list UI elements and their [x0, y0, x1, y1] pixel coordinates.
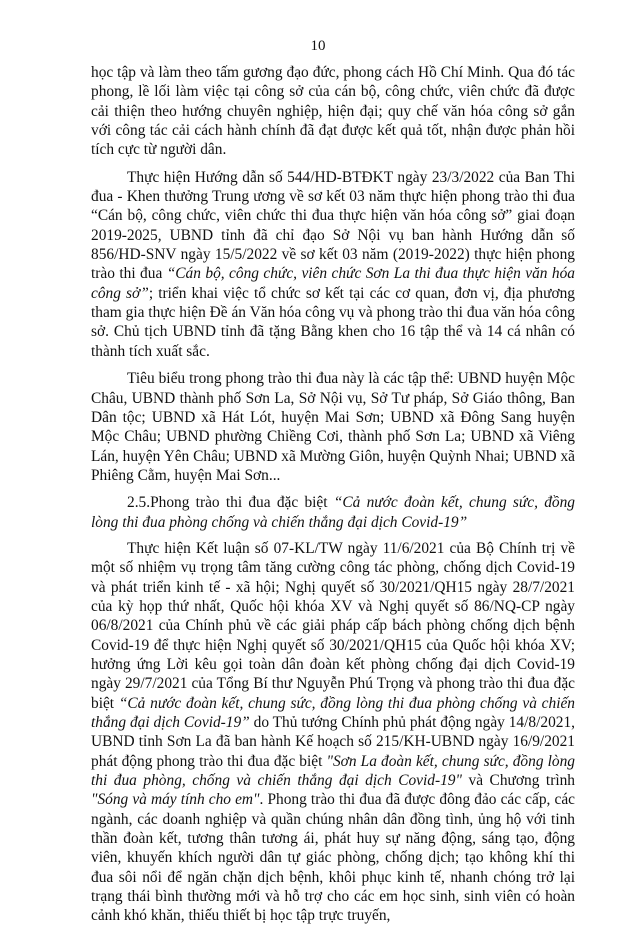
paragraph-text: học tập và làm theo tấm gương đạo đức, phong cách Hồ Chí Minh. Qua đó tác phong, lề lối làm việc tại công sở của cán bộ, công chức, viên chức đã được cải thiện theo hướng chuyên nghiệp, hiện đại; quy chế văn hóa công sở gắn với công tác cải cách hành chính đã đạt được kết quả tốt, nhận được phản hồi tích cực từ người dân. [91, 64, 575, 159]
paragraph-text: do Thủ tướng Chính phủ phát động ngày 14/8/2021, UBND tỉnh Sơn La đã ban hành Kế hoạch số 215/KH-UBND ngày 16/9/2021 phát động phong trào thi đua đặc biệt [91, 714, 576, 770]
paragraph-typical-collectives [91, 369, 575, 485]
paragraph-text: Thực hiện Kết luận số 07-KL/TW ngày 11/6/2021 của Bộ Chính trị về một số nhiệm vụ trọng tâm tăng cường công tác phòng, chống dịch Covid-19 và phát triển kinh tế - xã hội; Nghị quyết số 30/2021/QH15 ngày 28/7/2021 của kỳ họp thứ nhất, Quốc hội khóa XV và Nghị quyết số 86/NQ-CP ngày 06/8/2021 của Chính phủ về các giải pháp cấp bách phòng chống dịch bệnh Covid-19 để thực hiện Nghị quyết số 30/2021/QH15 của Quốc hội khóa XV; hưởng ứng Lời kêu gọi toàn dân đoàn kết phòng chống đại dịch Covid-19 ngày 29/7/2021 của Tổng Bí thư Nguyễn Phú Trọng và phong trào thi đua đặc biệt [91, 539, 575, 712]
section-heading-2-5 [91, 493, 575, 532]
section-heading-title-italic: “Cả nước đoàn kết, chung sức, đồng lòng thi đua phòng chống và chiến thắng đại dịch Covid-19” [91, 494, 575, 531]
movement-title-italic: “Cán bộ, công chức, viên chức Sơn La thi đua thực hiện văn hóa công sở” [91, 265, 575, 302]
paragraph-text: và Chương trình [461, 772, 575, 790]
paragraph-text: . Phong trào thi đua đã được đông đảo các cấp, các ngành, các doanh nghiệp và quần chúng nhân dân đồng tình, ủng hộ với tinh thần đoàn kết, tương thân tương ái, phát huy sự năng động, sáng tạo, động viên, khuyến khích người dân tự giác phòng, chống dịch; tạo không khí thi đua sôi nổi để ngăn chặn dịch bệnh, khôi phục kinh tế, nhanh chóng trở lại trạng thái bình thường mới và hỗ trợ cho các em học sinh, sinh viên có hoàn cảnh khó khăn, thiếu thiết bị học tập trực truyến, [91, 791, 575, 925]
page-number: 10 [310, 38, 326, 54]
paragraph-text: ; triển khai việc tổ chức sơ kết tại các cơ quan, đơn vị, địa phương tham gia thực hiện Đề án Văn hóa công vụ và phong trào thi đua văn hóa công sở. Chủ tịch UBND tỉnh đã tặng Bằng khen cho 16 tập thể và 14 cá nhân có thành tích xuất sắc. [91, 284, 575, 360]
national-slogan-italic: “Cả nước đoàn kết, chung sức, đồng lòng thi đua phòng chống và chiến thắng đại dịch Covid-19” [91, 694, 575, 731]
son-la-slogan-italic: "Sơn La đoàn kết, chung sức, đồng lòng thi đua phòng, chống và chiến thắng đại dịch Covid-19" [91, 752, 575, 790]
program-title-italic: "Sóng và máy tính cho em" [91, 791, 260, 809]
section-heading-number: 2.5.Phong trào thi đua đặc biệt [127, 494, 334, 512]
paragraph-continued [91, 63, 575, 160]
document-body [91, 63, 575, 930]
paragraph-text: Thực hiện Hướng dẫn số 544/HD-BTĐKT ngày 23/3/2022 của Ban Thi đua - Khen thưởng Trung ương về sơ kết 03 năm thực hiện phong trào thi đua “Cán bộ, công chức, viên chức thi đua thực hiện văn hóa công sở” giai đoạn 2019-2025, UBND tỉnh đã chỉ đạo Sở Nội vụ ban hành Hướng dẫn số 856/HD-SNV ngày 15/5/2022 về sơ kết 03 năm (2019-2022) thực hiện phong trào thi đua [91, 168, 575, 283]
paragraph-covid-movement [91, 539, 575, 926]
paragraph-culture-movement [91, 168, 575, 361]
paragraph-text: Tiêu biểu trong phong trào thi đua này là các tập thể: UBND huyện Mộc Châu, UBND thành phố Sơn La, Sở Nội vụ, Sở Tư pháp, Sở Giáo thông, Ban Dân tộc; UBND xã Hát Lót, huyện Mai Sơn; UBND xã Đông Sang huyện Mộc Châu; UBND phường Chiềng Cơi, thành phố Sơn La; UBND xã Viêng Lán, huyện Yên Châu; UBND xã Mường Giôn, huyện Quỳnh Nhai; UBND xã Phiêng Cằm, huyện Mai Sơn... [91, 370, 575, 484]
